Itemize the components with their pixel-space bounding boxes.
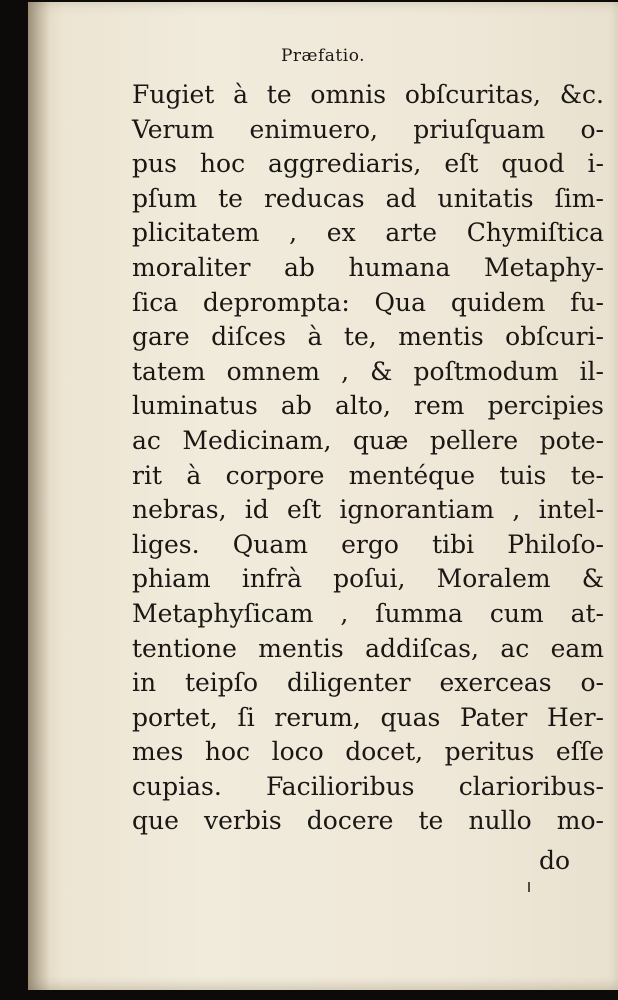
body-text [132, 78, 604, 839]
text-line: gare diſces à te, mentis obſcuri- [132, 322, 604, 352]
text-line: Verum enimuero, priuſquam o- [132, 114, 604, 144]
text-line: portet, ſi rerum, quas Pater Her- [132, 702, 604, 732]
text-line: pus hoc aggrediaris, eſt quod i- [132, 149, 604, 179]
text-line: plicitatem , ex arte Chymiſtica [132, 218, 604, 248]
text-line: que verbis docere te nullo mo- [132, 806, 604, 836]
gutter-shadow [28, 2, 50, 990]
catchword: do [538, 846, 570, 875]
text-line: phiam infrà poſui, Moralem & [132, 564, 604, 594]
text-line: tatem omnem , & poſtmodum il- [132, 356, 604, 386]
text-line: Fugiet à te omnis obſcuritas, &c. [132, 80, 604, 109]
text-line: cupias. Facilioribus clarioribus- [132, 771, 604, 801]
text-line: ſica deprompta: Qua quidem fu- [132, 287, 604, 317]
text-line: mes hoc loco docet, peritus eſſe [132, 737, 604, 767]
running-head: Præfatio. [280, 46, 366, 66]
ink-speck [528, 882, 530, 892]
paper-sheet [28, 2, 618, 990]
text-line: in teipſo diligenter exerceas o- [132, 668, 604, 698]
text-line: moraliter ab humana Metaphy- [132, 252, 604, 282]
text-line: ac Medicinam, quæ pellere pote- [132, 425, 604, 455]
text-line: pſum te reducas ad unitatis ſim- [132, 183, 604, 213]
text-line: tentione mentis addiſcas, ac eam [132, 633, 604, 663]
text-line: luminatus ab alto, rem percipies [132, 391, 604, 421]
text-line: nebras, id eſt ignorantiam , intel- [132, 495, 604, 525]
text-line: Metaphyſicam , ſumma cum at- [132, 598, 604, 628]
text-line: rit à corpore mentéque tuis te- [132, 460, 604, 490]
text-line: liges. Quam ergo tibi Philoſo- [132, 529, 604, 559]
